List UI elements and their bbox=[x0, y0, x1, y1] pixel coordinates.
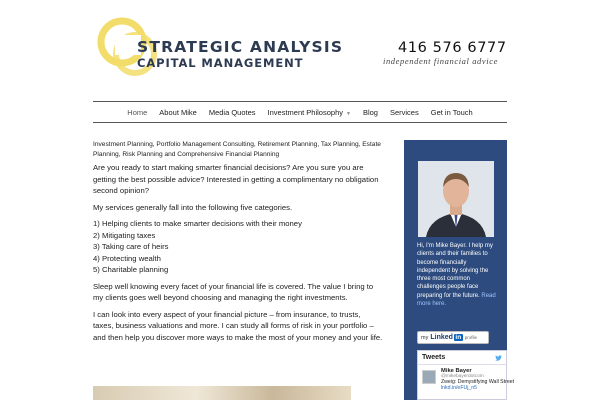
headshot-image bbox=[418, 161, 494, 237]
tweet-link[interactable]: lnkd.in/eFUj_n5 bbox=[441, 385, 478, 391]
tweet-author-name: Mike Bayer bbox=[441, 368, 472, 374]
bio-text bbox=[417, 242, 499, 308]
tweet-text: Zweig: Demystifying Wall Street bbox=[441, 379, 515, 385]
services-intro: Investment Planning, Portfolio Management Consulting, Retirement Planning, Tax Planning, Estate Planning, Risk Planning and Comprehensive Financial Planning bbox=[93, 141, 381, 158]
bio-body: Hi, I'm Mike Bayer. I help my clients and their families to become financially independent by solving the three most common challenges people face preparing for the future. bbox=[417, 243, 493, 299]
nav-item-investment-philosophy[interactable] bbox=[262, 108, 357, 117]
nav-item-get-in-touch[interactable]: Get in Touch bbox=[430, 107, 473, 117]
tweets-widget bbox=[417, 350, 515, 400]
nav-item-services[interactable]: Services bbox=[389, 107, 419, 117]
logo-subtitle: CAPITAL MANAGEMENT bbox=[137, 56, 304, 70]
main-nav bbox=[93, 101, 507, 123]
paragraph-categories: My services generally fall into the following five categories. bbox=[93, 202, 293, 212]
nav-item-home[interactable]: Home bbox=[127, 107, 148, 117]
read-more-link[interactable]: Read more here. bbox=[417, 292, 496, 308]
nav-item-media-quotes[interactable]: Media Quotes bbox=[208, 107, 256, 117]
avatar[interactable] bbox=[422, 370, 436, 384]
main-content bbox=[93, 140, 383, 348]
chevron-down-icon: ▼ bbox=[346, 110, 351, 117]
content-photo bbox=[93, 386, 351, 400]
tweets-header bbox=[418, 351, 506, 365]
list-item: 4) Protecting wealth bbox=[93, 253, 161, 263]
nav-item-about-mike[interactable]: About Mike bbox=[159, 107, 197, 117]
linkedin-profile-badge[interactable] bbox=[417, 331, 489, 344]
tweet-author-handle: @mikebayerdotcom bbox=[441, 374, 484, 379]
list-item: 5) Charitable planning bbox=[93, 265, 169, 274]
logo-title: STRATEGIC ANALYSIS bbox=[137, 38, 344, 56]
site-logo[interactable] bbox=[97, 18, 344, 78]
linkedin-prefix: my bbox=[421, 334, 429, 341]
paragraph-value: Sleep well knowing every facet of your financial life is covered. The value I bring to my clients goes well beyond choosing and managing the right investments. bbox=[93, 281, 374, 302]
list-item: 1) Helping clients to make smarter decisions with their money bbox=[93, 219, 302, 228]
list-item: 3) Taking care of heirs bbox=[93, 242, 169, 251]
sidebar bbox=[404, 140, 515, 400]
nav-item-blog[interactable]: Blog bbox=[362, 107, 378, 117]
profile-photo[interactable] bbox=[418, 161, 494, 237]
paragraph-aspects: I can look into every aspect of your financial picture – from insurance, to trusts, taxes, business valuations and more. I can study all forms of risk in your portfolio – and then help you discover more ways to make the most of your money and your life. bbox=[93, 309, 383, 342]
list-item: 2) Mitigating taxes bbox=[93, 230, 156, 240]
linkedin-icon: in bbox=[455, 334, 462, 341]
tagline: independent financial advice bbox=[383, 56, 498, 66]
linkedin-brand: Linked bbox=[430, 334, 453, 341]
services-list bbox=[93, 218, 383, 276]
twitter-bird-icon[interactable] bbox=[495, 355, 502, 361]
tweets-title: Tweets bbox=[422, 354, 446, 361]
linkedin-suffix: profile bbox=[464, 335, 477, 340]
phone-number: 416 576 6777 bbox=[398, 40, 507, 56]
tweet-item[interactable] bbox=[418, 365, 515, 401]
paragraph-intro: Are you ready to start making smarter financial decisions? Are you sure you are getting the best possible advice? Interested in getting a complimentary no obligation second opinion? bbox=[93, 163, 379, 195]
nav-item-label: Investment Philosophy bbox=[267, 107, 343, 117]
